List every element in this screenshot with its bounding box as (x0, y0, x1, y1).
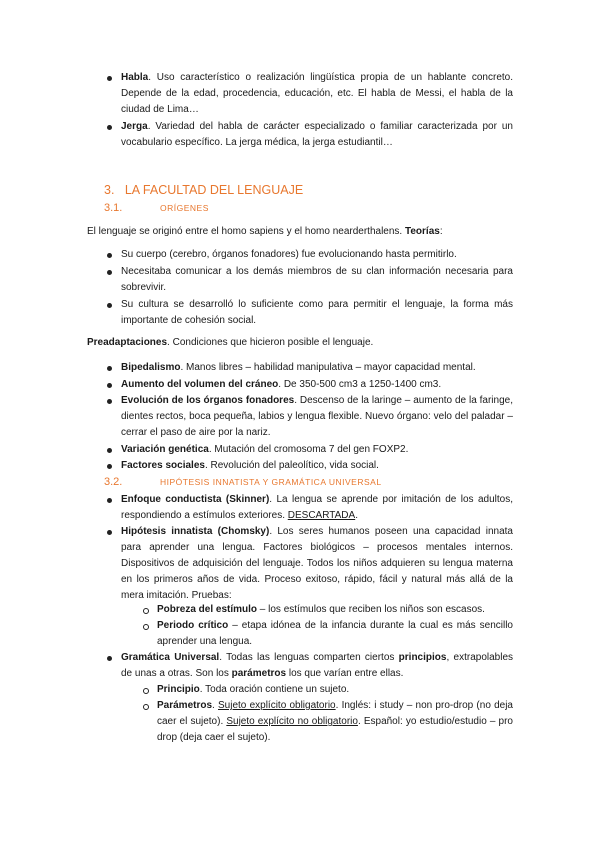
gramatica-term: Gramática Universal (121, 652, 220, 663)
bullet-icon (107, 656, 112, 661)
preadapt-item (121, 458, 513, 474)
jerga-definition: . Variedad del habla de carácter especializado o familiar caracterizada por un vocabulario específico. La jerga médica, la jerga estudiantil… (121, 121, 513, 148)
bullet-habla (121, 70, 513, 118)
bullet-jerga (121, 119, 513, 151)
conductista-text: . La lengua se aprende por imitación de los adultos, respondiendo a estímulos exteriores. (121, 494, 513, 521)
theory-item: Su cultura se desarrolló lo suficiente como para permitir el lenguaje, la forma más importante de cohesión social. (121, 299, 513, 326)
preadapt-text: . Revolución del paleolítico, vida social. (204, 460, 379, 471)
conductista-term: Enfoque conductista (Skinner) (121, 494, 270, 505)
term-jerga: Jerga (121, 121, 148, 132)
section-3-1-heading (104, 200, 209, 216)
bullet-icon (107, 464, 112, 469)
hyp-gramatica (121, 650, 513, 682)
bullet-icon (107, 76, 112, 81)
gramatica-text: los que varían entre ellas. (286, 668, 404, 679)
origins-intro (87, 224, 517, 240)
prueba-text: – los estímulos que reciben los niños son escasos. (257, 604, 485, 615)
preadapt-item (121, 393, 513, 441)
preadapt-text: . Descenso de la laringe – aumento de la faringe, dientes rectos, boca pequeña, labios y lengua flexible. Nuevo órgano: velo del paladar – cerrar el paso de aire por la nariz. (121, 395, 513, 438)
intro-colon: : (439, 226, 443, 237)
sub-bullet-icon (143, 624, 149, 630)
parametros-text: . (212, 700, 219, 711)
preadaptations-intro (87, 335, 517, 351)
preadapt-item (121, 377, 513, 393)
preadapt-text: . De 350-500 cm3 a 1250-1400 cm3. (278, 379, 442, 390)
bullet-icon (107, 383, 112, 388)
intro-bold-teorias: Teorías (404, 226, 440, 237)
preadapt-term: Factores sociales (121, 460, 205, 471)
innatista-text: . Los seres humanos poseen una capacidad innata para aprender una lengua. Factores biológicos – procesos mentales internos. Dispositivos de adquisición del lenguaje. Todos los niños adquieren su lengua materna en los primeros años de vida. Proceso exitoso, rápido, fácil y natural más allá de la mera imitación. Pruebas: (121, 526, 513, 601)
habla-definition: . Uso característico o realización lingüística propia de un hablante concreto. Depende de la edad, procedencia, educación, etc. El habla de Messi, el habla de la ciudad de Lima… (121, 72, 513, 115)
sub-bullet-icon (143, 688, 149, 694)
gramatica-text: , extrapolables de unas a otras. Son los (121, 652, 514, 679)
preadapt-text: . Condiciones que hicieron posible el lenguaje. (167, 337, 374, 348)
section-3-number: 3. (104, 183, 115, 197)
section-3-1-title: ORÍGENES (160, 203, 209, 213)
preadapt-text: . Mutación del cromosoma 7 del gen FOXP2. (208, 444, 409, 455)
prueba-text: – etapa idónea de la infancia durante la cual es más sencillo aprender una lengua. (157, 620, 513, 647)
preadapt-bold: Preadaptaciones (87, 337, 168, 348)
hyp-innatista (121, 524, 513, 604)
term-habla: Habla (121, 72, 149, 83)
gramatica-text: . Todas las lenguas comparten ciertos (219, 652, 399, 663)
parametros-bold: parámetros (231, 668, 287, 679)
obligatorio-underlined: Sujeto explícito obligatorio (218, 700, 336, 711)
section-3-2-title: HIPÓTESIS INNATISTA Y GRAMÁTICA UNIVERSAL (160, 477, 382, 487)
innatista-term: Hipótesis innatista (Chomsky) (121, 526, 270, 537)
bullet-icon (107, 303, 112, 308)
principio-item (157, 682, 513, 698)
prueba-term: Pobreza del estímulo (157, 604, 258, 615)
parametros-term: Parámetros (157, 700, 213, 711)
preadapt-term: Bipedalismo (121, 362, 181, 373)
hyp-conductista (121, 492, 513, 524)
prueba-item (157, 602, 513, 618)
bullet-icon (107, 270, 112, 275)
theory-item: Necesitaba comunicar a los demás miembros de su clan información necesaria para sobrevivir. (121, 266, 513, 293)
intro-text: El lenguaje se originó entre el homo sapiens y el homo nearderthalens. (87, 226, 405, 237)
bullet-icon (107, 366, 112, 371)
section-3-title: LA FACULTAD DEL LENGUAJE (124, 183, 304, 197)
bullet-icon (107, 399, 112, 404)
bullet-icon (107, 125, 112, 130)
preadapt-term: Variación genética (121, 444, 209, 455)
bullet-icon (107, 498, 112, 503)
principio-term: Principio (157, 684, 200, 695)
preadapt-term: Evolución de los órganos fonadores (121, 395, 295, 406)
section-3-1-number: 3.1. (104, 202, 123, 214)
parametros-item (157, 698, 513, 746)
prueba-item (157, 618, 513, 650)
descartada-tag: DESCARTADA (287, 510, 356, 521)
bullet-icon (107, 448, 112, 453)
sub-bullet-icon (143, 608, 149, 614)
no-obligatorio-underlined: Sujeto explícito no obligatorio (226, 716, 358, 727)
section-3-2-number: 3.2. (104, 476, 123, 488)
preadapt-item (121, 442, 513, 458)
conductista-end: . (355, 510, 358, 521)
principio-text: . Toda oración contiene un sujeto. (199, 684, 350, 695)
sub-bullet-icon (143, 704, 149, 710)
bullet-icon (107, 530, 112, 535)
parametros-text: . Inglés: i study – non pro-drop (no deja caer el sujeto). (157, 700, 513, 727)
section-3-2-heading (104, 474, 382, 490)
section-3-heading (104, 182, 303, 198)
theory-item: Su cuerpo (cerebro, órganos fonadores) fue evolucionando hasta permitirlo. (121, 249, 457, 260)
preadapt-text: . Manos libres – habilidad manipulativa – mayor capacidad mental. (180, 362, 476, 373)
principios-bold: principios (398, 652, 447, 663)
parametros-text: . Español: yo estudio/estudio – pro drop (deja caer el sujeto). (157, 716, 513, 743)
preadapt-item (121, 360, 513, 376)
prueba-term: Periodo crítico (157, 620, 229, 631)
preadapt-term: Aumento del volumen del cráneo (121, 379, 279, 390)
bullet-icon (107, 253, 112, 258)
